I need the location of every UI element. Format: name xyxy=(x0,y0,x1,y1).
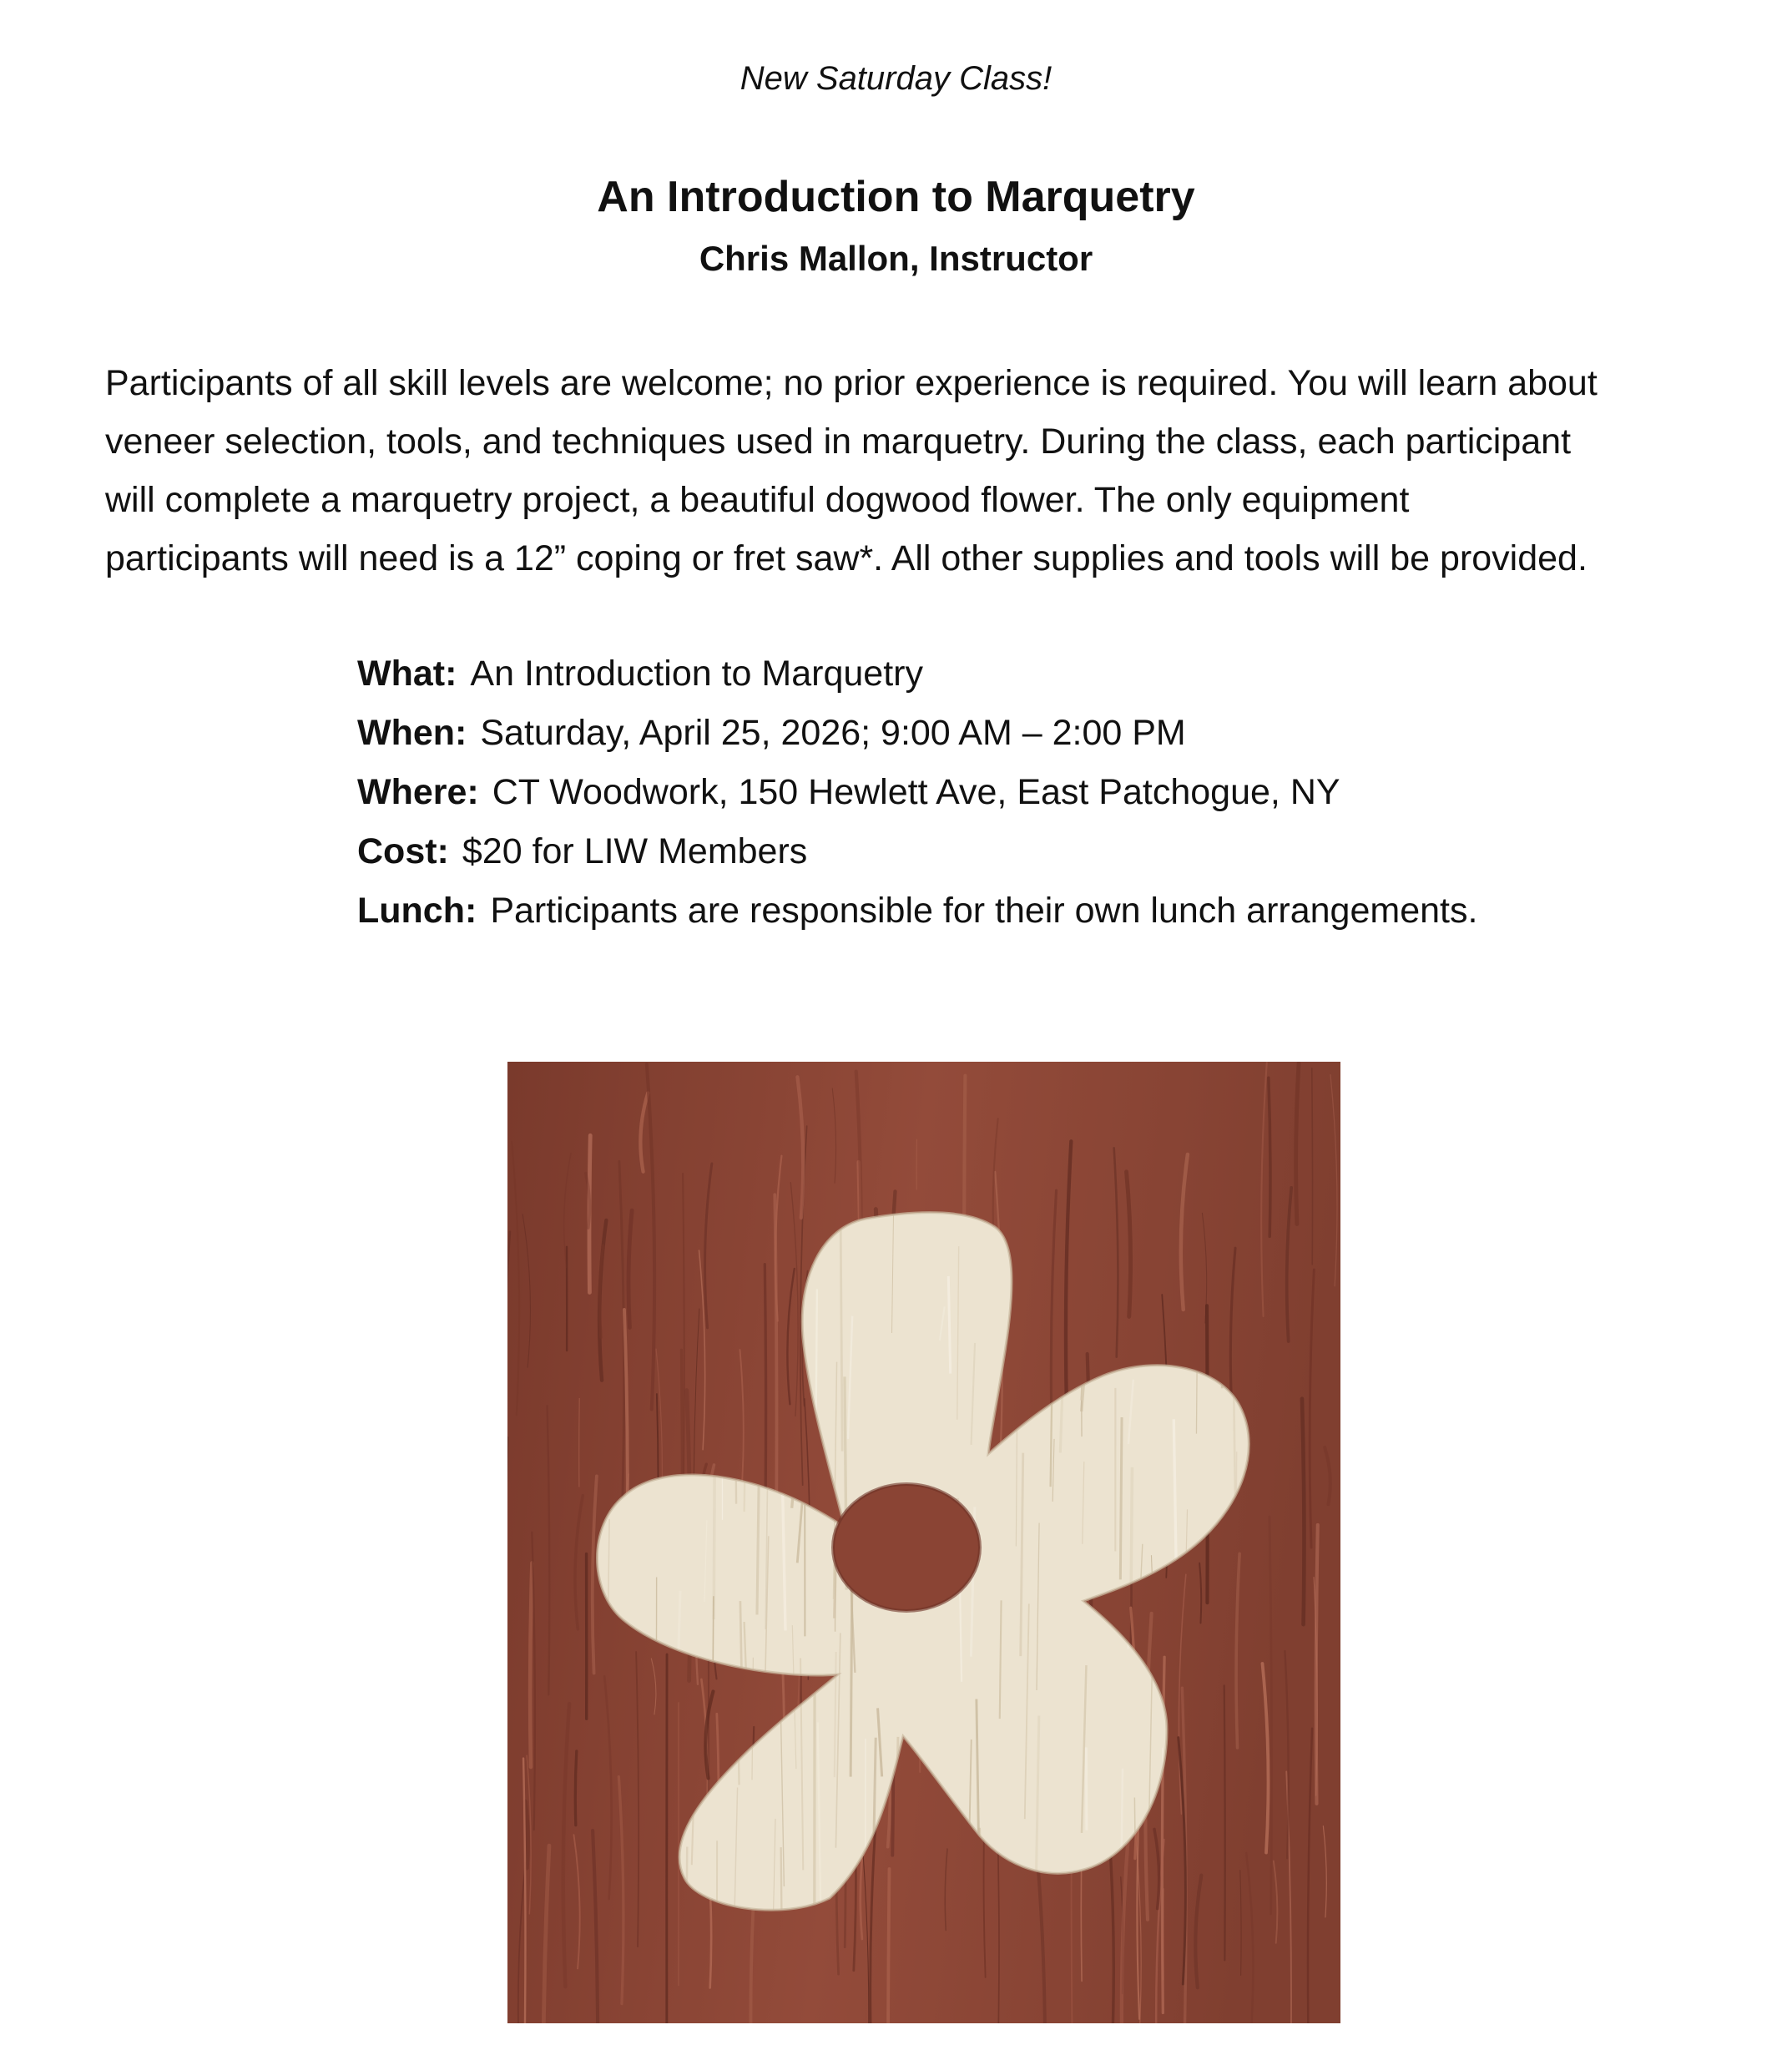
intro-paragraph xyxy=(105,354,1741,588)
detail-value: Saturday, April 25, 2026; 9:00 AM – 2:00 PM xyxy=(480,713,1186,753)
detail-label: Where: xyxy=(357,772,479,812)
page-title: An Introduction to Marquetry xyxy=(597,173,1195,221)
class-details xyxy=(357,644,1709,941)
wood-grain-line xyxy=(575,1751,577,1825)
intro-line: Participants of all skill levels are welcome; no prior experience is required. You will learn about xyxy=(105,363,1598,403)
detail-label: Lunch: xyxy=(357,891,477,931)
detail-when xyxy=(357,704,1709,763)
wood-grain-line xyxy=(888,1869,890,2023)
flower-grain-line xyxy=(1120,1417,1122,1579)
dogwood-flower-photo xyxy=(507,1062,1340,2023)
detail-what xyxy=(357,644,1709,704)
flower-grain-line xyxy=(1086,1747,1087,1830)
wood-grain-line xyxy=(1302,1399,1304,1625)
detail-value: $20 for LIW Members xyxy=(462,831,808,871)
kicker-text: New Saturday Class! xyxy=(740,60,1052,97)
detail-label: What: xyxy=(357,654,457,694)
detail-value: An Introduction to Marquetry xyxy=(470,654,923,694)
intro-line: veneer selection, tools, and techniques used in marquetry. During the class, each participant xyxy=(105,422,1572,462)
wood-grain-line xyxy=(1224,1685,1225,1960)
wood-grain-line xyxy=(530,1563,532,1767)
detail-where xyxy=(357,763,1709,822)
detail-cost xyxy=(357,822,1709,881)
intro-line: will complete a marquetry project, a beautiful dogwood flower. The only equipment xyxy=(105,480,1410,520)
detail-value: CT Woodwork, 150 Hewlett Ave, East Patchogue, NY xyxy=(492,772,1340,812)
flower-grain-line xyxy=(1131,1467,1132,1598)
instructor-line: Chris Mallon, Instructor xyxy=(699,239,1093,278)
wood-grain-line xyxy=(1312,1068,1313,1265)
detail-lunch xyxy=(357,881,1709,941)
detail-value: Participants are responsible for their own lunch arrangements. xyxy=(490,891,1478,931)
detail-label: When: xyxy=(357,713,467,753)
intro-line: participants will need is a 12” coping or fret saw*. All other supplies and tools will be provided. xyxy=(105,538,1588,578)
detail-label: Cost: xyxy=(357,831,449,871)
